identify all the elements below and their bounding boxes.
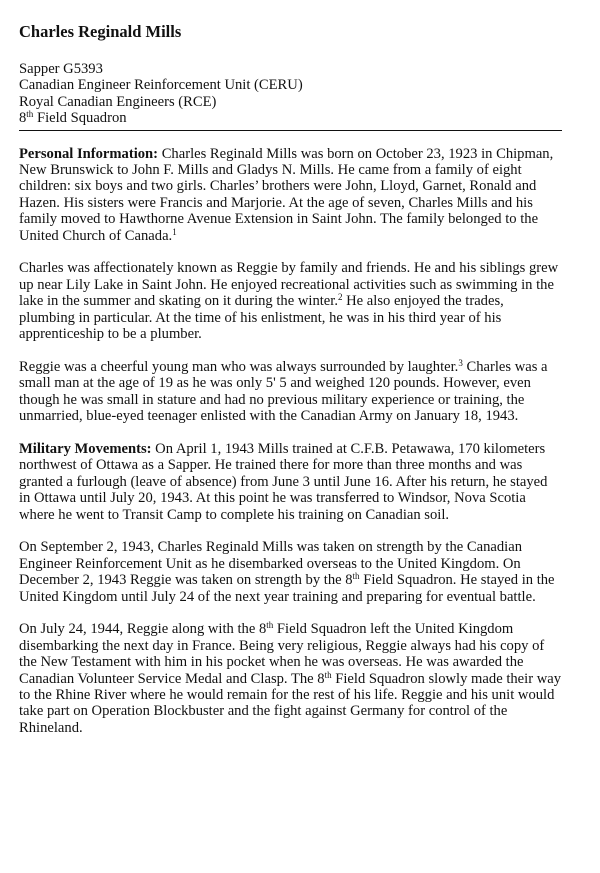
paragraph-text: Charles was affectionately known as Reggie by family and friends. He and his siblings grew up near Lily Lake in Saint John. He enjoyed recreational activities such as swimming in the lake in the summer and skating on it during the winter. <box>19 260 559 310</box>
section-label-military: Military Movements: <box>19 440 152 457</box>
service-unit-squadron <box>19 110 562 126</box>
service-unit-rce: Royal Canadian Engineers (RCE) <box>19 93 217 110</box>
paragraph-france <box>19 621 562 736</box>
ordinal-suffix: th <box>26 109 34 120</box>
ordinal-suffix: th <box>266 620 274 631</box>
service-details <box>19 61 562 127</box>
paragraph-overseas <box>19 539 562 605</box>
paragraph-text: On April 1, 1943 Mills trained at C.F.B. Petawawa, 170 kilometers northwest of Ottawa as a Sapper. He trained there for more than three months and was granted a furlough (leave of absence) from June 3 until June 16. After his return, he stayed in Ottawa until July 20, 1943. At this point he was transferred to Windsor, Nova Scotia where he went to Transit Camp to complete his training on Canadian soil. <box>19 440 548 523</box>
paragraph-text: Charles Reginald Mills was born on October 23, 1923 in Chipman, New Brunswick to John F. Mills and Gladys N. Mills. He came from a family of eight children: six boys and two girls. Charles’ brothers were John, Lloyd, Garnet, Ronald and Hazen. His sisters were Francis and Marjorie. At the age of seven, Charles Mills and his family moved to Hawthorne Avenue Extension in Saint John. The family belonged to the United Church of Canada. <box>19 145 554 244</box>
service-rank-number: Sapper G5393 <box>19 61 103 77</box>
footnote-ref: 1 <box>172 226 177 237</box>
paragraph-text: Field Squadron left the United Kingdom disembarking the next day in France. Being very religious, Reggie always had his copy of the New Testament with him in his pocket when he was overseas. He was awarded the Canadian Volunteer Service Medal and Clasp. The 8 <box>19 621 545 687</box>
footnote-ref: 2 <box>337 292 343 303</box>
paragraph-nickname <box>19 260 562 342</box>
paragraph-text: Reggie was a cheerful young man who was always surrounded by laughter. <box>19 358 459 375</box>
paragraph-text: He also enjoyed the trades, plumbing in particular. At the time of his enlistment, he was in his third year of his apprenticeship to be a plumber. <box>19 293 504 343</box>
footnote-ref: 3 <box>458 357 463 368</box>
paragraph-text: On September 2, 1943, Charles Reginald Mills was taken on strength by the Canadian Engineer Reinforcement Unit as he disembarked overseas to the United Kingdom. On December 2, 1943 Reggie was taken on strength by the 8 <box>19 539 522 589</box>
ordinal-suffix: th <box>352 571 360 582</box>
section-divider <box>19 130 562 131</box>
paragraph-personal-information <box>19 146 562 244</box>
paragraph-enlistment <box>19 359 562 425</box>
service-unit-ceru: Canadian Engineer Reinforcement Unit (CERU) <box>19 77 303 94</box>
page-title: Charles Reginald Mills <box>19 22 182 41</box>
paragraph-text: Charles was a small man at the age of 19 as he was only 5' 5 and weighed 120 pounds. However, even though he was small in stature and had no previous military experience or training, the unmarried, blue-eyed teenager enlisted with the Canadian Army on January 18, 1943. <box>19 358 548 425</box>
paragraph-text: Field Squadron slowly made their way to the Rhine River where he would remain for the rest of his life. Reggie and his unit would take part on Operation Blockbuster and the fight against Germany for control of the Rhineland. <box>19 670 562 736</box>
paragraph-text: Field Squadron. He stayed in the United Kingdom until July 24 of the next year training and preparing for eventual battle. <box>19 572 555 605</box>
squadron-label: Field Squadron <box>33 110 127 127</box>
section-label-personal: Personal Information: <box>19 145 159 162</box>
paragraph-military-movements <box>19 441 562 523</box>
paragraph-text: On July 24, 1944, Reggie along with the 8 <box>19 621 267 638</box>
ordinal-suffix: th <box>324 669 332 680</box>
squadron-number: 8 <box>19 110 27 127</box>
